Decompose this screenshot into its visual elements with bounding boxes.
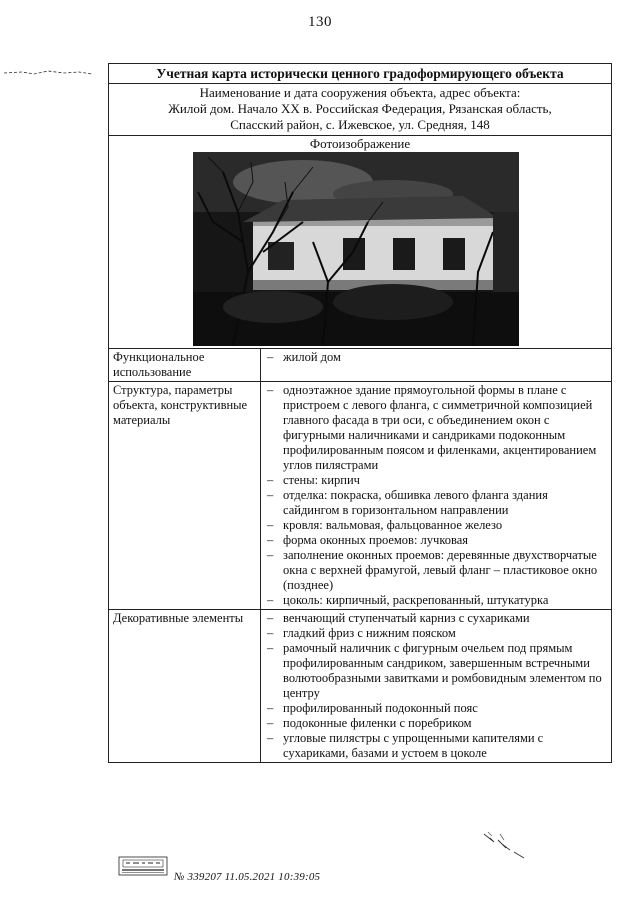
record-card <box>108 63 612 763</box>
list-item: – цоколь: кирпичный, раскрепованный, штукатурка <box>267 593 549 607</box>
page-number: 130 <box>308 14 332 30</box>
office-stamp-logo <box>118 856 168 876</box>
row-decorative <box>109 610 611 762</box>
margin-scribble <box>4 68 92 78</box>
dash-marker: – <box>267 593 274 607</box>
row-label: Структура, параметры объекта, конструктивные материалы <box>109 382 261 609</box>
name-line: Наименование и дата сооружения объекта, адрес объекта: <box>199 85 521 100</box>
signature-mark <box>480 828 530 862</box>
object-name-block <box>109 84 611 136</box>
dash-marker: – <box>267 641 274 655</box>
dash-marker: – <box>267 350 274 364</box>
house-photo <box>193 152 519 346</box>
list-item: – подоконные филенки с поребриком <box>267 716 472 730</box>
dash-marker: – <box>267 548 274 562</box>
row-label: Функциональное использование <box>109 349 261 381</box>
document-registration-number: № 339207 11.05.2021 10:39:05 <box>174 871 321 883</box>
list-item: – заполнение оконных проемов: деревянные двухстворчатые окна с верхней фрамугой, левый фланг – пластиковое окно (позднее) <box>267 548 598 592</box>
dash-marker: – <box>267 716 274 730</box>
dash-marker: – <box>267 383 274 397</box>
list-item: – жилой дом <box>267 350 341 364</box>
row-values <box>261 610 611 762</box>
photo-section <box>109 136 611 349</box>
row-label: Декоративные элементы <box>109 610 261 762</box>
dash-marker: – <box>267 701 274 715</box>
list-item: – отделка: покраска, обшивка левого фланга здания сайдингом в горизонтальном направлении <box>267 488 548 517</box>
row-functional-use <box>109 349 611 382</box>
card-title: Учетная карта исторически ценного градоформирующего объекта <box>109 64 611 84</box>
name-line: Спасский район, с. Ижевское, ул. Средняя, 148 <box>230 117 490 132</box>
dash-marker: – <box>267 611 274 625</box>
list-item: – одноэтажное здание прямоугольной формы в плане с пристроем с левого фланга, с симметричной композицией главного фасада в три оси, с объединением окон с фигурными наличниками и сандриками подоконным профилированным поясом и филенками, акцентированием углов пилястрами <box>267 383 597 472</box>
list-item: – профилированный подоконный пояс <box>267 701 478 715</box>
row-values <box>261 382 611 609</box>
dash-marker: – <box>267 731 274 745</box>
list-item: – гладкий фриз с нижним пояском <box>267 626 456 640</box>
list-item: – стены: кирпич <box>267 473 360 487</box>
list-item: – рамочный наличник с фигурным очельем под прямым профилированным сандриком, завершенным встречными волютообразными завитками и ромбовидным элементом по центру <box>267 641 602 700</box>
dash-marker: – <box>267 518 274 532</box>
list-item: – кровля: вальмовая, фальцованное железо <box>267 518 503 532</box>
dash-marker: – <box>267 533 274 547</box>
dash-marker: – <box>267 488 274 502</box>
row-values <box>261 349 611 381</box>
row-structure <box>109 382 611 610</box>
list-item: – угловые пилястры с упрощенными капителями с сухариками, базами и устоем в цоколе <box>267 731 544 760</box>
dash-marker: – <box>267 473 274 487</box>
photo-label: Фотоизображение <box>309 136 411 151</box>
name-line: Жилой дом. Начало XX в. Российская Федерация, Рязанская область, <box>168 101 552 116</box>
dash-marker: – <box>267 626 274 640</box>
list-item: – венчающий ступенчатый карниз с сухариками <box>267 611 530 625</box>
list-item: – форма оконных проемов: лучковая <box>267 533 469 547</box>
